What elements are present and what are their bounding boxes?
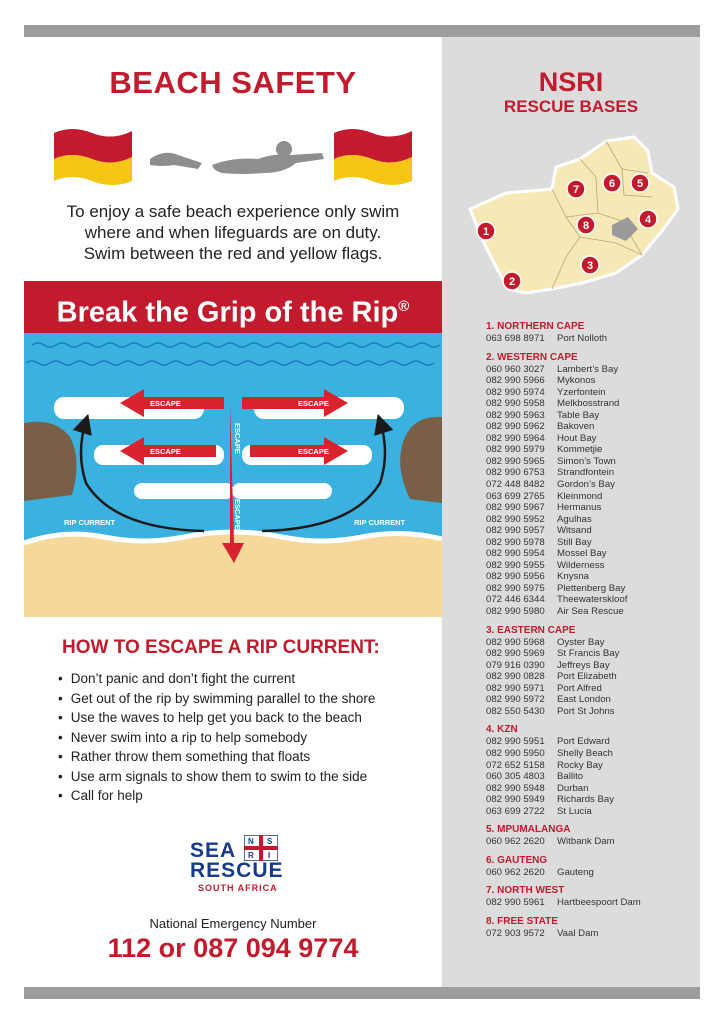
base-entry: [486, 467, 696, 479]
escape-label: ESCAPE: [298, 399, 329, 408]
base-entry: [486, 456, 696, 468]
base-place: Hout Bay: [557, 432, 597, 444]
base-phone: 082 990 5957: [486, 525, 545, 537]
base-phone: 082 990 5971: [486, 682, 545, 694]
tip-item: • Use the waves to help get you back to the beach: [58, 708, 375, 728]
base-entry: [486, 537, 696, 549]
base-entry: [486, 760, 696, 772]
escape-label: ESCAPE: [150, 399, 181, 408]
svg-text:6: 6: [608, 178, 616, 190]
base-entry: [486, 706, 696, 718]
escape-label: ESCAPE: [233, 499, 242, 530]
base-place: St Francis Bay: [557, 648, 620, 660]
map-marker: [503, 272, 521, 290]
base-phone: 079 916 0390: [486, 659, 545, 671]
base-place: Melkbosstrand: [557, 398, 620, 410]
map-marker: [631, 174, 649, 192]
base-place: Wilderness: [557, 559, 605, 571]
base-entry: [486, 333, 696, 345]
base-phone: 082 990 5967: [486, 502, 545, 514]
base-place: Witsand: [557, 525, 592, 537]
base-place: Agulhas: [557, 513, 592, 525]
base-phone: 082 990 5980: [486, 606, 545, 618]
base-entry: [486, 660, 696, 672]
base-phone: 082 990 5974: [486, 386, 545, 398]
sidebar-title: NSRI: [538, 67, 604, 97]
region-heading: 6. GAUTENG: [486, 854, 548, 866]
base-place: Strandfontein: [557, 467, 615, 479]
top-border: [24, 25, 700, 37]
base-phone: 082 990 5954: [486, 548, 545, 560]
svg-text:2: 2: [508, 276, 516, 288]
base-entry: [486, 671, 696, 683]
base-phone: 082 990 5979: [486, 444, 545, 456]
base-phone: 082 990 5948: [486, 782, 545, 794]
base-place: Plettenberg Bay: [557, 582, 626, 594]
nsri-flag-icon: [244, 835, 278, 861]
base-place: Durban: [557, 782, 589, 794]
base-entry: [486, 560, 696, 572]
map-marker: [577, 216, 595, 234]
region-heading: 8. FREE STATE: [486, 915, 558, 927]
base-phone: 063 699 2765: [486, 490, 545, 502]
base-phone: 082 990 5964: [486, 432, 545, 444]
base-phone: 082 990 5962: [486, 421, 545, 433]
base-entry: [486, 525, 696, 537]
base-phone: 060 960 3027: [486, 363, 545, 375]
rescue-base-directory: [486, 321, 696, 946]
base-place: Vaal Dam: [557, 927, 599, 939]
region-heading: 3. EASTERN CAPE: [486, 624, 576, 636]
rip-banner: [24, 281, 442, 333]
rip-current-diagram: [24, 333, 442, 617]
base-phone: 082 990 5963: [486, 409, 545, 421]
base-entry: [486, 364, 696, 376]
base-phone: 082 990 5965: [486, 455, 545, 467]
base-entry: [486, 867, 696, 879]
page-title: BEACH SAFETY: [109, 65, 357, 100]
base-entry: [486, 783, 696, 795]
region-block: [486, 855, 696, 879]
intro-line: To enjoy a safe beach experience only swim: [66, 202, 400, 221]
base-entry: [486, 514, 696, 526]
map-marker: [603, 174, 621, 192]
base-phone: 082 990 5949: [486, 794, 545, 806]
base-place: Rocky Bay: [557, 759, 603, 771]
map-marker: [581, 256, 599, 274]
escape-label: ESCAPE: [150, 447, 181, 456]
base-phone: 063 698 8971: [486, 333, 545, 344]
flag-letter: S: [267, 837, 273, 846]
howto-title: HOW TO ESCAPE A RIP CURRENT:: [62, 637, 380, 658]
base-place: Kleinmond: [557, 490, 603, 502]
base-entry: [486, 594, 696, 606]
base-phone: 072 446 6344: [486, 594, 545, 606]
base-place: Still Bay: [557, 536, 592, 548]
base-entry: [486, 897, 696, 909]
intro-line: where and when lifeguards are on duty.: [84, 223, 382, 242]
sea-rescue-logo: [186, 835, 326, 897]
rip-current-label: RIP CURRENT: [354, 518, 406, 527]
base-phone: 060 962 2620: [486, 866, 545, 878]
base-place: Mykonos: [557, 375, 596, 387]
base-entry: [486, 444, 696, 456]
base-phone: 082 990 5978: [486, 536, 545, 548]
wave-band: [232, 483, 332, 499]
map-marker: [567, 180, 585, 198]
intro-text: [34, 201, 432, 264]
base-phone: 072 652 5158: [486, 759, 545, 771]
base-place: Witbank Dam: [557, 836, 615, 848]
base-entry: [486, 836, 696, 848]
svg-text:4: 4: [644, 214, 652, 226]
base-entry: [486, 433, 696, 445]
base-phone: 082 990 5975: [486, 582, 545, 594]
tip-item: • Get out of the rip by swimming parallel to the shore: [58, 689, 375, 709]
base-entry: [486, 637, 696, 649]
base-place: Table Bay: [557, 409, 600, 421]
base-phone: 060 962 2620: [486, 836, 545, 848]
base-phone: 082 990 5950: [486, 747, 545, 759]
region-block: [486, 916, 696, 940]
svg-text:8: 8: [582, 220, 590, 232]
base-entry: [486, 771, 696, 783]
tip-item: • Call for help: [58, 786, 375, 806]
base-entry: [486, 794, 696, 806]
svg-text:5: 5: [636, 178, 644, 190]
region-heading: 5. MPUMALANGA: [486, 824, 571, 836]
base-entry: [486, 387, 696, 399]
base-phone: 082 990 5951: [486, 736, 545, 748]
flag-letter: N: [248, 837, 254, 846]
region-block: [486, 625, 696, 718]
base-place: Jeffreys Bay: [557, 659, 610, 671]
region-heading: 2. WESTERN CAPE: [486, 351, 578, 363]
base-entry: [486, 398, 696, 410]
region-block: [486, 885, 696, 909]
logo-south-africa: SOUTH AFRICA: [198, 883, 278, 893]
base-place: Theewaterskloof: [557, 594, 628, 606]
base-entry: [486, 375, 696, 387]
rip-banner-text: Break the Grip of the Rip: [56, 296, 399, 329]
svg-text:1: 1: [482, 226, 490, 238]
beach-safety-panel: [24, 37, 442, 987]
region-heading: 1. NORTHERN CAPE: [486, 321, 585, 332]
base-place: Knysna: [557, 571, 589, 583]
flag-letter: R: [248, 851, 254, 860]
red-yellow-flag-icon: [54, 129, 132, 185]
base-entry: [486, 583, 696, 595]
logo-sea: SEA: [190, 839, 237, 862]
base-entry: [486, 421, 696, 433]
base-place: Lambert’s Bay: [557, 363, 619, 375]
region-block: [486, 352, 696, 618]
base-place: Port Elizabeth: [557, 671, 617, 683]
base-place: Hermanus: [557, 502, 602, 514]
base-entry: [486, 479, 696, 491]
svg-text:7: 7: [572, 184, 580, 196]
emergency-number: 112 or 087 094 9774: [107, 933, 359, 963]
base-entry: [486, 683, 696, 695]
base-entry: [486, 806, 696, 818]
base-phone: 072 448 8482: [486, 479, 545, 491]
base-phone: 063 699 2722: [486, 805, 545, 817]
base-phone: 082 990 5958: [486, 398, 545, 410]
base-entry: [486, 648, 696, 660]
emergency-label: National Emergency Number: [149, 916, 317, 931]
base-entry: [486, 491, 696, 503]
base-phone: 072 903 9572: [486, 927, 545, 939]
tip-item: • Never swim into a rip to help somebody: [58, 728, 375, 748]
base-place: Gordon’s Bay: [557, 479, 615, 491]
base-phone: 082 990 6753: [486, 467, 545, 479]
base-place: Simon’s Town: [557, 455, 616, 467]
base-phone: 082 990 5968: [486, 636, 545, 648]
tips-list: [58, 669, 375, 806]
base-phone: 082 990 5969: [486, 648, 545, 660]
base-place: Port Alfred: [557, 682, 602, 694]
base-place: St Lucia: [557, 805, 592, 817]
base-entry: [486, 606, 696, 618]
base-place: Port Edward: [557, 736, 610, 748]
south-africa-map: [456, 133, 688, 303]
base-entry: [486, 736, 696, 748]
base-phone: 082 990 0828: [486, 671, 545, 683]
base-entry: [486, 571, 696, 583]
base-place: Ballito: [557, 771, 584, 783]
base-place: Oyster Bay: [557, 636, 605, 648]
base-entry: [486, 928, 696, 940]
tip-item: • Don’t panic and don’t fight the current: [58, 669, 375, 689]
base-entry: [486, 410, 696, 422]
escape-label: ESCAPE: [233, 423, 242, 454]
base-phone: 082 990 5956: [486, 571, 545, 583]
svg-text:3: 3: [586, 260, 594, 272]
red-yellow-flag-icon: [334, 129, 412, 185]
base-place: Gauteng: [557, 866, 594, 878]
bottom-border: [24, 987, 700, 999]
base-place: Port St Johns: [557, 705, 615, 717]
tip-item: • Use arm signals to show them to swim to the side: [58, 767, 375, 787]
base-place: Bakoven: [557, 421, 595, 433]
base-entry: [486, 502, 696, 514]
intro-line: Swim between the red and yellow flags.: [83, 244, 383, 263]
registered-mark: ®: [398, 298, 410, 315]
base-entry: [486, 548, 696, 560]
region-block: [486, 824, 696, 848]
tip-item: • Rather throw them something that floats: [58, 747, 375, 767]
base-entry: [486, 748, 696, 760]
base-place: East London: [557, 694, 611, 706]
region-heading: 4. KZN: [486, 724, 518, 736]
map-marker: [477, 222, 495, 240]
region-heading: 7. NORTH WEST: [486, 885, 565, 897]
base-place: Yzerfontein: [557, 386, 606, 398]
region-block: [486, 321, 696, 345]
base-phone: 082 990 5961: [486, 897, 545, 909]
rescue-bases-sidebar: [442, 37, 700, 987]
base-phone: 060 305 4803: [486, 771, 545, 783]
base-phone: 082 990 5966: [486, 375, 545, 387]
base-place: Shelly Beach: [557, 747, 613, 759]
base-entry: [486, 694, 696, 706]
base-phone: 082 550 5430: [486, 705, 545, 717]
map-marker: [639, 210, 657, 228]
sidebar-subtitle: RESCUE BASES: [503, 97, 639, 116]
wave-band: [134, 483, 234, 499]
swimmer-icon: [150, 141, 324, 174]
flag-letter: I: [268, 851, 271, 860]
base-place: Kommetjie: [557, 444, 603, 456]
escape-label: ESCAPE: [298, 447, 329, 456]
base-place: Richards Bay: [557, 794, 615, 806]
base-place: Air Sea Rescue: [557, 606, 624, 618]
rip-current-label: RIP CURRENT: [64, 518, 116, 527]
base-phone: 082 990 5955: [486, 559, 545, 571]
base-place: Mossel Bay: [557, 548, 607, 560]
logo-rescue: RESCUE: [190, 859, 284, 882]
base-place: Hartbeespoort Dam: [557, 897, 641, 909]
base-phone: 082 990 5972: [486, 694, 545, 706]
region-block: [486, 724, 696, 817]
base-phone: 082 990 5952: [486, 513, 545, 525]
base-place: Port Nolloth: [557, 333, 608, 344]
flags-swimmer-illustration: [52, 123, 414, 185]
